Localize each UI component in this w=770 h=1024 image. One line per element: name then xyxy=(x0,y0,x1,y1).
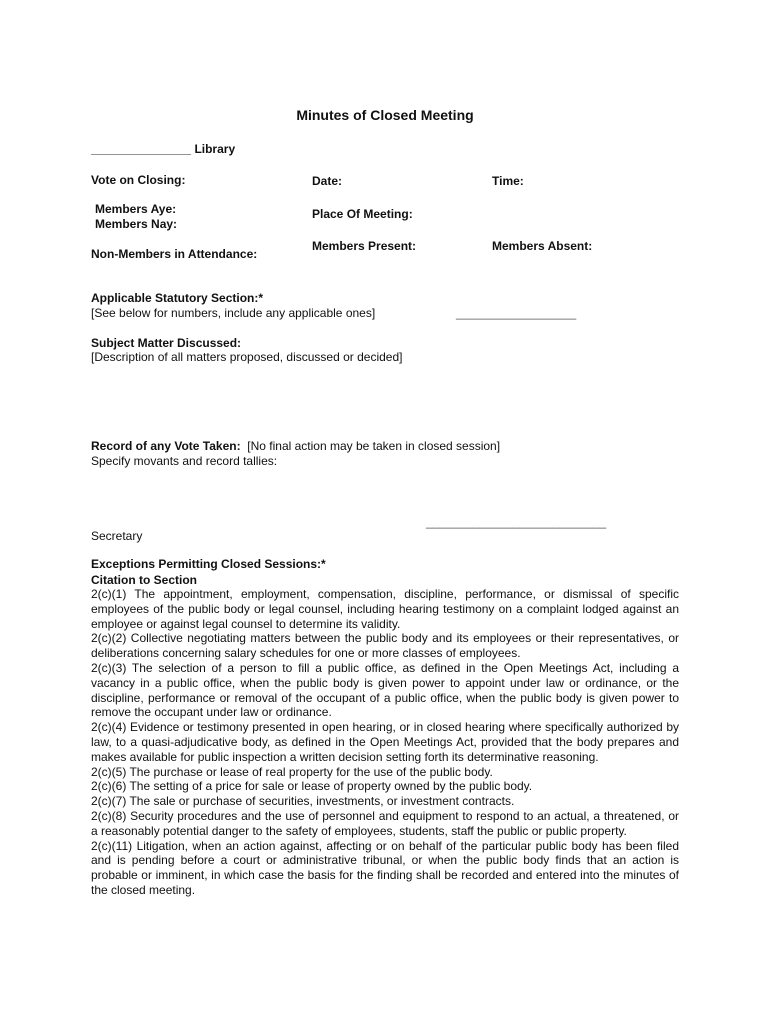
date-label: Date: xyxy=(312,174,343,188)
exceptions-heading: Exceptions Permitting Closed Sessions:* xyxy=(91,557,326,571)
members-absent-label: Members Absent: xyxy=(492,239,593,253)
vote-heading-line xyxy=(91,439,500,453)
statutory-note: [See below for numbers, include any applicable ones] xyxy=(91,306,376,320)
vote-heading: Record of any Vote Taken: xyxy=(91,439,241,453)
library-line: _______________ Library xyxy=(91,142,236,156)
time-label: Time: xyxy=(492,174,524,188)
subject-heading: Subject Matter Discussed: xyxy=(91,336,242,350)
secretary-label: Secretary xyxy=(91,529,143,543)
exception-item: 2(c)(4) Evidence or testimony presented in open hearing, or in closed hearing where specifically authorized by law, to a quasi-adjudicative body, as defined in the Open Meetings Act, provided that the body prepares and makes available for public inspection a written decision setting forth its determinative reasoning. xyxy=(91,720,679,764)
exception-item: 2(c)(6) The setting of a price for sale or lease of property owned by the public body. xyxy=(91,779,533,794)
non-members-label: Non-Members in Attendance: xyxy=(91,247,258,261)
place-of-meeting-label: Place Of Meeting: xyxy=(312,207,413,221)
members-present-label: Members Present: xyxy=(312,239,417,253)
vote-note: [No final action may be taken in closed session] xyxy=(247,439,501,453)
exceptions-subheading: Citation to Section xyxy=(91,573,197,587)
exception-item: 2(c)(3) The selection of a person to fill a public office, as defined in the Open Meetings Act, including a vacancy in a public office, when the public body is given power to appoint under law or ordinance, or the discipline, performance or removal of the occupant of a public office, when the public body is given power to remove the occupant under law or ordinance. xyxy=(91,660,679,720)
exception-item: 2(c)(11) Litigation, when an action against, affecting or on behalf of the particular public body has been filed and is pending before a court or administrative tribunal, or when the public body finds that an action is probable or imminent, in which case the basis for the finding shall be recorded and entered into the minutes of the closed meeting. xyxy=(91,838,679,897)
members-aye-label: Members Aye: xyxy=(95,202,177,216)
members-nay-label: Members Nay: xyxy=(95,217,178,231)
exception-item: 2(c)(1) The appointment, employment, compensation, discipline, performance, or dismissal of specific employees of the public body or legal counsel, including hearing testimony on a complaint lodged against an employee or against legal counsel to determine its validity. xyxy=(91,587,679,631)
exception-item: 2(c)(2) Collective negotiating matters between the public body and its employees or their representatives, or deliberations concerning salary schedules for one or more classes of employees. xyxy=(91,631,679,661)
statutory-blank: __________________ xyxy=(456,306,577,320)
vote-instruction: Specify movants and record tallies: xyxy=(91,454,278,468)
signature-blank: ___________________________ xyxy=(426,515,607,529)
document-title: Minutes of Closed Meeting xyxy=(296,107,474,123)
exception-item: 2(c)(8) Security procedures and the use of personnel and equipment to respond to an actual, a threatened, or a reasonably potential danger to the safety of employees, students, staff the public or public property. xyxy=(91,808,679,838)
exception-item: 2(c)(7) The sale or purchase of securities, investments, or investment contracts. xyxy=(91,794,515,809)
statutory-heading: Applicable Statutory Section:* xyxy=(91,291,264,305)
vote-on-closing-label: Vote on Closing: xyxy=(91,173,186,187)
exceptions-list xyxy=(91,587,679,898)
subject-note: [Description of all matters proposed, discussed or decided] xyxy=(91,350,403,364)
exception-item: 2(c)(5) The purchase or lease of real property for the use of the public body. xyxy=(91,764,493,779)
